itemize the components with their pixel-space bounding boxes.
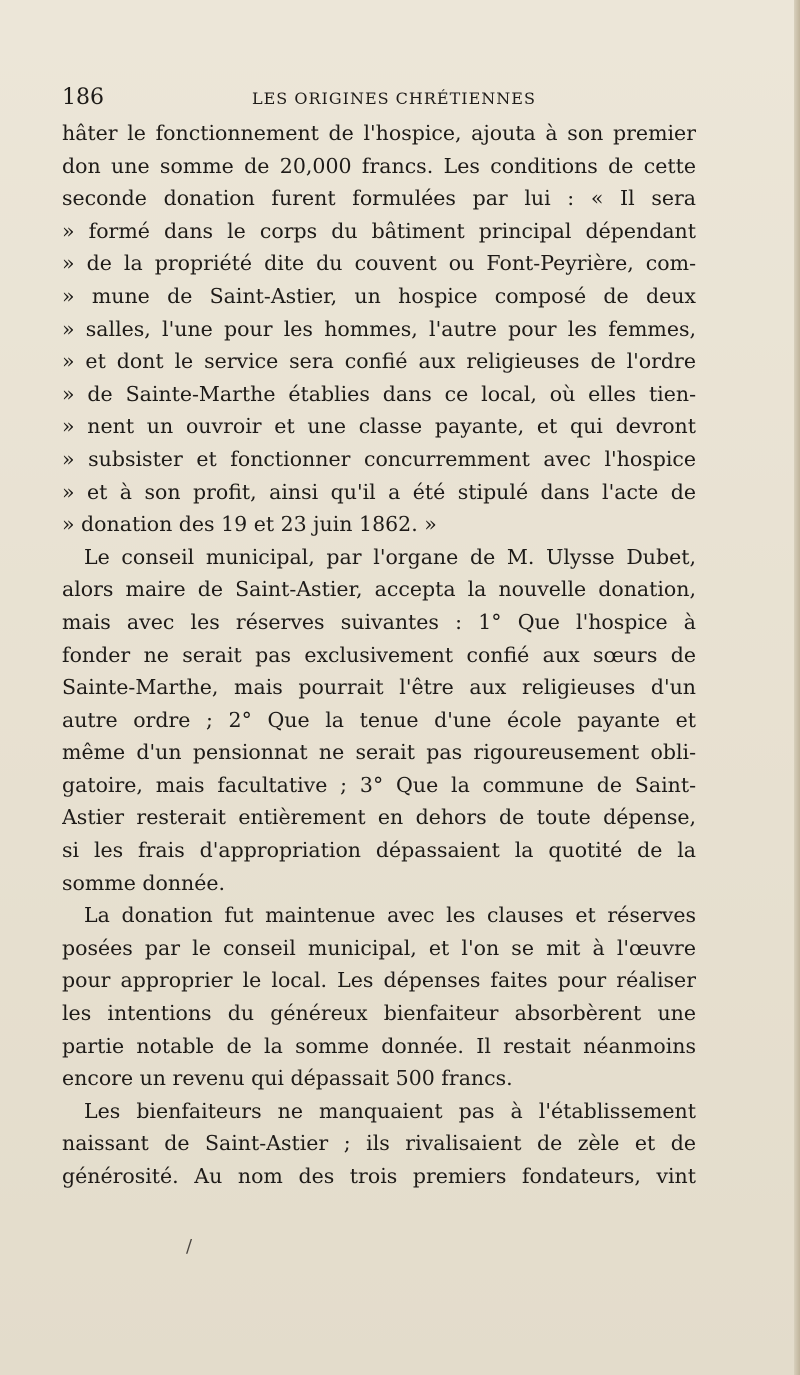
text-line: » mune de Saint-Astier, un hospice composé de deux xyxy=(62,283,696,308)
text-line: » et à son profit, ainsi qu'il a été stipulé dans l'acte de xyxy=(62,479,696,504)
text-line: don une somme de 20,000 francs. Les conditions de cette xyxy=(62,153,696,178)
text-line: les intentions du généreux bienfaiteur absorbèrent une xyxy=(62,1001,696,1026)
page-number: 186 xyxy=(62,85,104,110)
text-line: Astier resterait entièrement en dehors de toute dépense, xyxy=(62,805,696,830)
text-line: si les frais d'appropriation dépassaient la quotité de la xyxy=(62,838,696,863)
page-edge-shadow xyxy=(794,0,800,1375)
text-line: » nent un ouvroir et une classe payante, et qui devront xyxy=(62,414,696,439)
text-line: pour approprier le local. Les dépenses faites pour réaliser xyxy=(62,968,696,993)
text-line: Sainte-Marthe, mais pourrait l'être aux religieuses d'un xyxy=(62,675,696,700)
text-line: mais avec les réserves suivantes : 1° Que l'hospice à xyxy=(62,609,696,634)
text-line: fonder ne serait pas exclusivement confié aux sœurs de xyxy=(62,642,696,667)
running-title: LES ORIGINES CHRÉTIENNES xyxy=(252,89,536,108)
text-line: hâter le fonctionnement de l'hospice, ajouta à son premier xyxy=(62,121,696,145)
text-line: Le conseil municipal, par l'organe de M. Ulysse Dubet, xyxy=(84,544,696,569)
text-line: gatoire, mais facultative ; 3° Que la commune de Saint- xyxy=(62,772,696,797)
text-line: alors maire de Saint-Astier, accepta la nouvelle donation, xyxy=(62,577,696,602)
text-line: somme donnée. xyxy=(62,870,226,895)
text-line: Les bienfaiteurs ne manquaient pas à l'établissement xyxy=(84,1098,696,1123)
text-line: générosité. Au nom des trois premiers fondateurs, vint xyxy=(62,1164,696,1188)
text-line: » et dont le service sera confié aux religieuses de l'ordre xyxy=(62,349,696,374)
text-line: » de Sainte-Marthe établies dans ce local, où elles tien- xyxy=(62,381,696,406)
stray-mark: / xyxy=(186,1236,193,1257)
text-line: » donation des 19 et 23 juin 1862. » xyxy=(62,512,437,537)
text-line: encore un revenu qui dépassait 500 francs. xyxy=(62,1066,513,1091)
text-line: naissant de Saint-Astier ; ils rivalisaient de zèle et de xyxy=(62,1131,696,1156)
text-line: partie notable de la somme donnée. Il restait néanmoins xyxy=(62,1033,696,1058)
body-text xyxy=(62,117,696,1193)
text-line: seconde donation furent formulées par lui : « Il sera xyxy=(62,186,696,211)
text-line: La donation fut maintenue avec les clauses et réserves xyxy=(84,903,696,928)
text-line: même d'un pensionnat ne serait pas rigoureusement obli- xyxy=(62,740,696,765)
text-line: posées par le conseil municipal, et l'on se mit à l'œuvre xyxy=(62,935,696,960)
text-line: » subsister et fonctionner concurremment avec l'hospice xyxy=(62,446,696,471)
text-line: autre ordre ; 2° Que la tenue d'une école payante et xyxy=(62,707,696,732)
text-line: » salles, l'une pour les hommes, l'autre pour les femmes, xyxy=(62,316,696,341)
page-header xyxy=(62,84,702,114)
text-line: » de la propriété dite du couvent ou Font-Peyrière, com- xyxy=(62,251,696,276)
text-line: » formé dans le corps du bâtiment principal dépendant xyxy=(62,218,696,243)
